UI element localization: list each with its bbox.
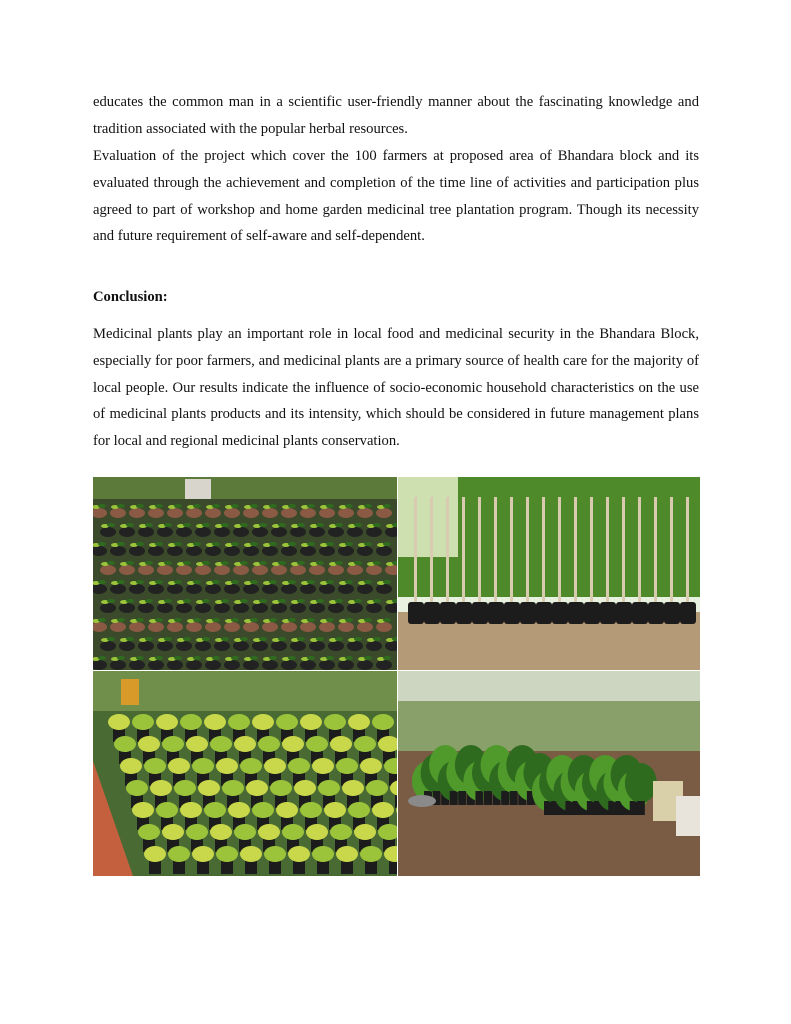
nursery-photo-collage	[93, 477, 700, 876]
paragraph-project-evaluation: Evaluation of the project which cover the 100 farmers at proposed area of Bhandara block and its evaluated through the achievement and completion of the time line of activities and participation plus agreed to part of workshop and home garden medicinal tree plantation program. Though its necessity and future requirement of self-aware and self-dependent.	[93, 148, 699, 245]
paragraph-conclusion: Medicinal plants play an important role in local food and medicinal security in the Bhandara Block, especially for poor farmers, and medicinal plants are a primary source of health care for the majority of local people. Our results indicate the influence of socio-economic household characteristics on the use of medicinal plants products and its intensity, which should be considered in future management plans for local and regional medicinal plants conservation.	[93, 326, 699, 450]
seedling-nursery-photo	[93, 477, 397, 670]
seedling-rows-photo	[93, 671, 397, 876]
sapling-row-photo	[398, 477, 700, 670]
sapling-cluster-photo	[398, 671, 700, 876]
paragraph-herbal-resources: educates the common man in a scientific user-friendly manner about the fascinating knowledge and tradition associated with the popular herbal resources.	[93, 94, 699, 137]
conclusion-heading: Conclusion:	[93, 289, 168, 305]
